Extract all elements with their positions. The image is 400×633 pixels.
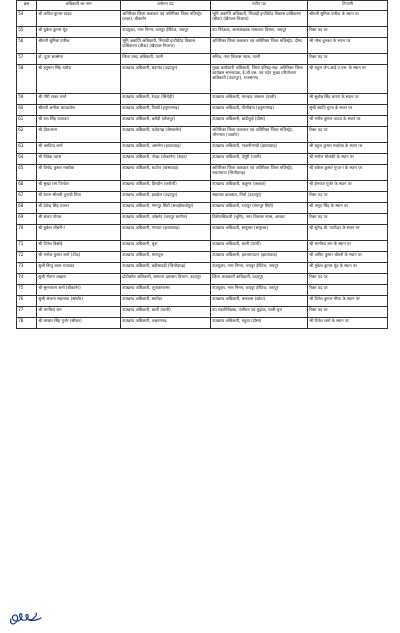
new-post-cell: उपखण्ड अधिकारी, रायपुर (गंगापुर सिटी) [211,203,308,214]
table-row [17,214,388,225]
remarks-cell: श्रीमती सुमित्रा पारीक के स्थान पर [308,11,388,27]
current-post-cell: उपखण्ड अधिकारी, बड़गांव (उदयपुर) [121,65,211,94]
new-post-cell: उपखण्ड अधिकारी, महुवा (दौसा) [211,318,308,329]
officer-name-cell: श्री सुगनाराम शर्मा (बीकानेर) [37,285,121,296]
officer-name-cell: श्री मनोज कुमार शर्मा (टोंक) [37,252,121,263]
officer-name-cell: श्री कपिल कुमार यादव [37,11,121,27]
officer-name-cell: श्री हनुमान सिंह राठौड़ [37,65,121,94]
remarks-cell: श्री भागीरथ राम के स्थान पर [308,241,388,252]
current-post-cell: प्रोटोकॉल अधिकारी, सामान्य प्रशासन विभाग, उदयपुर [121,274,211,285]
current-post-cell: उपखण्ड अधिकारी, असनेरा (झालावाड़) [121,143,211,154]
handwritten-signature [8,607,44,629]
table-row [17,94,388,105]
remarks-cell: श्री सुरेन्द्र बी. पाटीदार के स्थान पर [308,225,388,241]
officer-name-cell: श्री दीलतराम [37,127,121,143]
serial-cell: 54 [17,11,37,27]
transfer-order-page [16,0,387,329]
officer-name-cell: सुश्री बिन्दु बाला राजावत [37,263,121,274]
table-row [17,116,388,127]
new-post-cell: उपखण्ड अधिकारी, कठूमर (अलवर) [211,181,308,192]
new-post-cell: उपखण्ड अधिकारी, झालरापाटन (झालावाड़) [211,252,308,263]
serial-cell: 71 [17,241,37,252]
new-post-cell: उपखण्ड अधिकारी, भवानीमण्डी (झालावाड़) [211,143,308,154]
remarks-cell: रिक्त पद पर [308,285,388,296]
current-post-cell: उपखण्ड अधिकारी, रेवदर (सिरोही) [121,94,211,105]
new-post-cell: उपखण्ड अधिकारी, कनवास (कोटा) [211,296,308,307]
remarks-cell: श्री दिनेश शर्मा के स्थान पर [308,318,388,329]
current-post-cell: उपखण्ड अधिकारी, चुरू [121,241,211,252]
table-row [17,296,388,307]
header-serial: क्रम [17,1,37,11]
serial-cell: 76 [17,296,37,307]
remarks-cell: श्री मुकेश कुमार मूंड के स्थान पर [308,263,388,274]
serial-cell: 66 [17,181,37,192]
remarks-cell: श्री राकेश कुमार गुप्ता-I के स्थान पर [308,165,388,181]
current-post-cell: उपखण्ड अधिकारी, बड़ीसादड़ी (चित्तौड़गढ़) [121,263,211,274]
serial-cell: 77 [17,307,37,318]
table-row [17,38,388,54]
current-post-cell: उपखण्ड अधिकारी, लूणकरणसर [121,285,211,296]
officer-name-cell: श्री संजय गोयल [37,214,121,225]
remarks-cell: रिक्त पद पर [308,54,388,65]
table-body [17,11,388,329]
new-post-cell: विशेषाधिकारी (भूमि), नगर विकास न्यास, अलवर [211,214,308,225]
table-row [17,105,388,116]
serial-cell: 58 [17,65,37,94]
table-row [17,274,388,285]
current-post-cell: उपायुक्त, नगर निगम, जयपुर हेरिटेज, जयपुर [121,27,211,38]
officer-name-cell: डॉ. पूजा सक्सेना [37,54,121,65]
officer-name-cell: श्री गौरी शंकर शर्मा [37,94,121,105]
new-post-cell: उप निदेशक, अल्पसंख्यक मामलात विभाग, जयपुर [211,27,308,38]
table-row [17,65,388,94]
current-post-cell: उपखण्ड अधिकारी, गंगापुर सिटी (सवाईमाधोपुर) [121,203,211,214]
officer-name-cell: श्रीमती सुमित्रा पारीक [37,38,121,54]
new-post-cell: उप महानिरीक्षक, पंजीयन एवं मुद्रांक, पाली-वृत्त [211,307,308,318]
table-row [17,11,388,27]
header-current-post: वर्तमान पद [121,1,211,11]
table-header-row [17,1,388,11]
serial-cell: 56 [17,38,37,54]
current-post-cell: उपखण्ड अधिकारी, हिण्डौन (करौली) [121,181,211,192]
table-row [17,203,388,214]
remarks-cell: रिक्त पद पर [308,274,388,285]
serial-cell: 60 [17,105,37,116]
header-remarks: टिप्पणी [308,1,388,11]
transfer-table [16,0,388,329]
remarks-cell: श्री राहुल कुमार मल्होत्रा के स्थान पर [308,143,388,154]
table-row [17,225,388,241]
serial-cell: 65 [17,165,37,181]
new-post-cell: सहायक कलक्टर, गिर्वा (उदयपुर) [211,192,308,203]
current-post-cell: उपखण्ड अधिकारी, फतेहगढ़ (जैसलमेर) [121,127,211,143]
current-post-cell: उपखण्ड अधिकारी, नोखा (बीकानेर) (शहर) [121,154,211,165]
current-post-cell: उपखण्ड अधिकारी, टिब्बी (हनुमानगढ़) [121,105,211,116]
serial-cell: 57 [17,54,37,65]
remarks-cell: श्री राहुल जैन,आई.ए.एस. के स्थान पर [308,65,388,94]
table-row [17,252,388,263]
officer-name-cell: श्री सुखा राम पिण्डेल [37,181,121,192]
current-post-cell: उपखण्ड अधिकारी, झाड़ोल (उदयपुर) [121,192,211,203]
table-row [17,241,388,252]
current-post-cell: उपखण्ड अधिकारी, जोबनेर (जयपुर ग्रामीण) [121,214,211,225]
table-row [17,192,388,203]
new-post-cell: उपखण्ड अधिकारी, मारवाड़ जंक्शन (पाली) [211,94,308,105]
remarks-cell: रिक्त पद पर [308,192,388,203]
table-row [17,154,388,165]
header-officer-name: अधिकारी का नाम [37,1,121,11]
serial-cell: 70 [17,225,37,241]
table-row [17,263,388,274]
new-post-cell: उपखण्ड अधिकारी, बाली (पाली) [211,241,308,252]
serial-cell: 67 [17,192,37,203]
officer-name-cell: सुश्री नीलम लखारा [37,274,121,285]
serial-cell: 63 [17,143,37,154]
current-post-cell: भूमि अवाप्ति अधिकारी, भिवाड़ी इन्टीग्रेटेड विकास प्राधिकरण (बीडा) (खैरथल-तिजारा) [121,38,211,54]
officer-name-cell: श्री देवेन्द्र सिंह परमार [37,203,121,214]
remarks-cell: श्री दिनेश कुमार मीणा के स्थान पर [308,296,388,307]
table-row [17,307,388,318]
table-row [17,318,388,329]
current-post-cell: जिला रसद अधिकारी, पाली [121,54,211,65]
current-post-cell: उपखण्ड अधिकारी, बागोड़ा [121,296,211,307]
remarks-cell: श्री नरेश बुनकर के स्थान पर [308,38,388,54]
table-row [17,143,388,154]
serial-cell: 72 [17,252,37,263]
serial-cell: 68 [17,203,37,214]
current-post-cell: उपखण्ड अधिकारी, लक्ष्मणगढ़ [121,318,211,329]
officer-name-cell: श्री दिनेश बिश्नोई [37,241,121,252]
officer-name-cell: श्री अरविन्द शर्मा [37,143,121,154]
new-post-cell: सचिव, नगर विकास न्यास, पाली [211,54,308,65]
remarks-cell: श्री हेमराज गुर्जर के स्थान पर [308,181,388,192]
new-post-cell: उपखण्ड अधिकारी, पीलीबंगा (हनुमानगढ़) [211,105,308,116]
table-row [17,127,388,143]
new-post-cell: उपखण्ड अधिकारी, देसूरी (पाली) [211,154,308,165]
officer-name-cell: श्री राम सिंह राजावत [37,116,121,127]
current-post-cell: अतिरिक्त जिला कलक्टर एवं अतिरिक्त जिला मजिस्ट्रेट (शहर), बीकानेर [121,11,211,27]
officer-name-cell: श्री श्याम सीलवी पुनावी मिया [37,192,121,203]
new-post-cell: अतिरिक्त जिला कलक्टर एवं अतिरिक्त जिला मजिस्ट्रेट, रावतभाटा (चित्तौड़गढ़) [211,165,308,181]
new-post-cell: अतिरिक्त जिला कलक्टर एवं अतिरिक्त जिला मजिस्ट्रेट, दौसा [211,38,308,54]
serial-cell: 55 [17,27,37,38]
table-row [17,181,388,192]
table-row [17,165,388,181]
serial-cell: 75 [17,285,37,296]
remarks-cell: श्री मनोज सोलंकी के स्थान पर [308,154,388,165]
new-post-cell: उपायुक्त, नगर निगम, जयपुर हेरिटेज, जयपुर [211,285,308,296]
serial-cell: 59 [17,94,37,105]
officer-name-cell: श्री मुकेश चौधरी-I [37,225,121,241]
table-row [17,27,388,38]
current-post-cell: उपखण्ड अधिकारी, बसेड़ी (धौलपुर) [121,116,211,127]
new-post-cell: उपखण्ड अधिकारी, सलूम्बर (सलूम्बर) [211,225,308,241]
new-post-cell: जिला आबकारी अधिकारी, उदयपुर [211,274,308,285]
table-row [17,54,388,65]
current-post-cell: उपखण्ड अधिकारी, मालपुरा [121,252,211,263]
serial-cell: 64 [17,154,37,165]
remarks-cell: श्री अमित कुमार चौधरी के स्थान पर [308,252,388,263]
serial-cell: 69 [17,214,37,225]
new-post-cell: भूमि अवाप्ति अधिकारी, भिवाड़ी इन्टीग्रेटेड विकास प्राधिकरण (बीडा) (खैरथल-तिजारा) [211,11,308,27]
current-post-cell: उपखण्ड अधिकारी, गंगधार (झालावाड़) [121,225,211,241]
serial-cell: 74 [17,274,37,285]
remarks-cell: सुश्री स्वाति गुप्ता के स्थान पर [308,105,388,116]
remarks-cell: श्री अनूप सिंह के स्थान पर [308,203,388,214]
officer-name-cell: सुश्री अंजना सहरावत (सांचौर) [37,296,121,307]
serial-cell: 73 [17,263,37,274]
officer-name-cell: श्री विवेक व्यास [37,154,121,165]
officer-name-cell: श्री मुकेश कुमार मूंड [37,27,121,38]
officer-name-cell: श्री भागीरथ राम [37,307,121,318]
serial-cell: 61 [17,116,37,127]
remarks-cell: रिक्त पद पर [308,27,388,38]
new-post-cell: अतिरिक्त जिला कलक्टर एवं अतिरिक्त जिला मजिस्ट्रेट, भीनमाल (जालोर) [211,127,308,143]
current-post-cell: उपखण्ड अधिकारी, घाटोल (बांसवाड़ा) [121,165,211,181]
remarks-cell: रिक्त पद पर [308,214,388,225]
serial-cell: 78 [17,318,37,329]
officer-name-cell: श्री विनोद कुमार मल्होत्रा [37,165,121,181]
officer-name-cell: श्रीमती अमीता चारडालेश [37,105,121,116]
remarks-cell: श्री सुबोध सिंह चारण के स्थान पर [308,94,388,105]
header-new-post: नवीन पद [211,1,308,11]
remarks-cell: रिक्त पद पर [308,127,388,143]
officer-name-cell: श्री लाखन सिंह गुर्जर (सीकर) [37,318,121,329]
new-post-cell: उपखण्ड अधिकारी, बांदीकुई (दौसा) [211,116,308,127]
remarks-cell: श्री मनीष कुमार जाटव के स्थान पर [308,116,388,127]
remarks-cell: रिक्त पद पर [308,307,388,318]
new-post-cell: मुख्य कार्यकारी अधिकारी, जिला परिषद्-सह- अतिरिक्त जिला कार्यक्रम समन्वयक, ई.जी.एस. एवं पदेन मुख्य परियोजना अधिकारी (उदयपुर), राजसमन्द [211,65,308,94]
serial-cell: 62 [17,127,37,143]
new-post-cell: उपायुक्त, नगर निगम, जयपुर हेरिटेज, जयपुर [211,263,308,274]
table-row [17,285,388,296]
current-post-cell: उपखण्ड अधिकारी, बाली (पाली) [121,307,211,318]
